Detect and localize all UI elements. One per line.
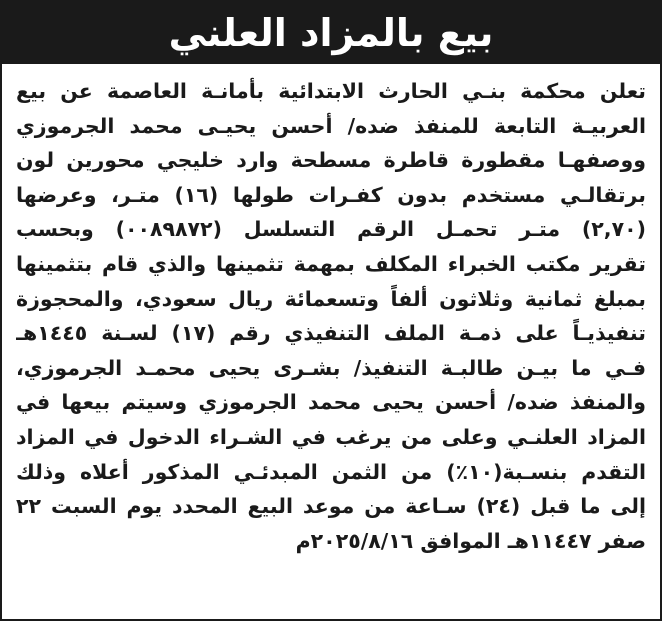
notice-line-13: إلى ما قبل (٢٤) سـاعة من موعد البيع المحدد يوم السبت ٢٢ <box>16 494 646 519</box>
notice-line-9: فـي ما بيـن طالبـة التنفيذ/ بشـرى يحيى محمـد الجرموزي، <box>16 355 646 380</box>
notice-line-4: برتقالـي مستخدم بدون كفـرات طولها (١٦) متـر، وعرضها <box>16 182 646 207</box>
notice-line-10: والمنفذ ضده/ أحسن يحيى محمد الجرموزي وسيتم بيعها في <box>16 390 646 415</box>
notice-line-5: (٢,٧٠) متـر تحمـل الرقم التسلسل (٠٠٨٩٨٧٢) وبحسب <box>16 217 646 242</box>
notice-line-2: العربيـة التابعة للمنفذ ضده/ أحسن يحيـى محمد الجرموزي <box>16 113 646 138</box>
notice-line-7: بمبلغ ثمانية وثلاثون ألفاً وتسعمائة ريال سعودي، والمحجوزة <box>16 286 646 311</box>
notice-line-12: التقدم بنسـبة(١٠٪) من الثمن المبدئـي المذكور أعلاه وذلك <box>16 459 646 484</box>
notice-line-8: تنفيذيـاً على ذمـة الملف التنفيذي رقم (١٧) لسـنة ١٤٤٥هـ <box>16 321 646 346</box>
notice-line-1: تعلن محكمة بنـي الحارث الابتدائية بأمانـة العاصمة عن بيع <box>16 79 646 103</box>
notice-title: بيع بالمزاد العلني <box>2 2 660 64</box>
notice-line-6: تقرير مكتب الخبراء المكلف بمهمة تثمينها والذي قام بتثمينها <box>16 251 646 276</box>
notice-line-3: ووصفهـا مقطورة قاطرة مسطحة وارد خليجي محورين لون <box>16 148 646 173</box>
notice-line-11: المزاد العلنـي وعلى من يرغب في الشـراء الدخول في المزاد <box>16 424 646 449</box>
notice-body <box>2 64 660 558</box>
notice-line-14: صفر ١١٤٤٧هـ الموافق ٢٠٢٥/٨/١٦م <box>295 528 646 553</box>
